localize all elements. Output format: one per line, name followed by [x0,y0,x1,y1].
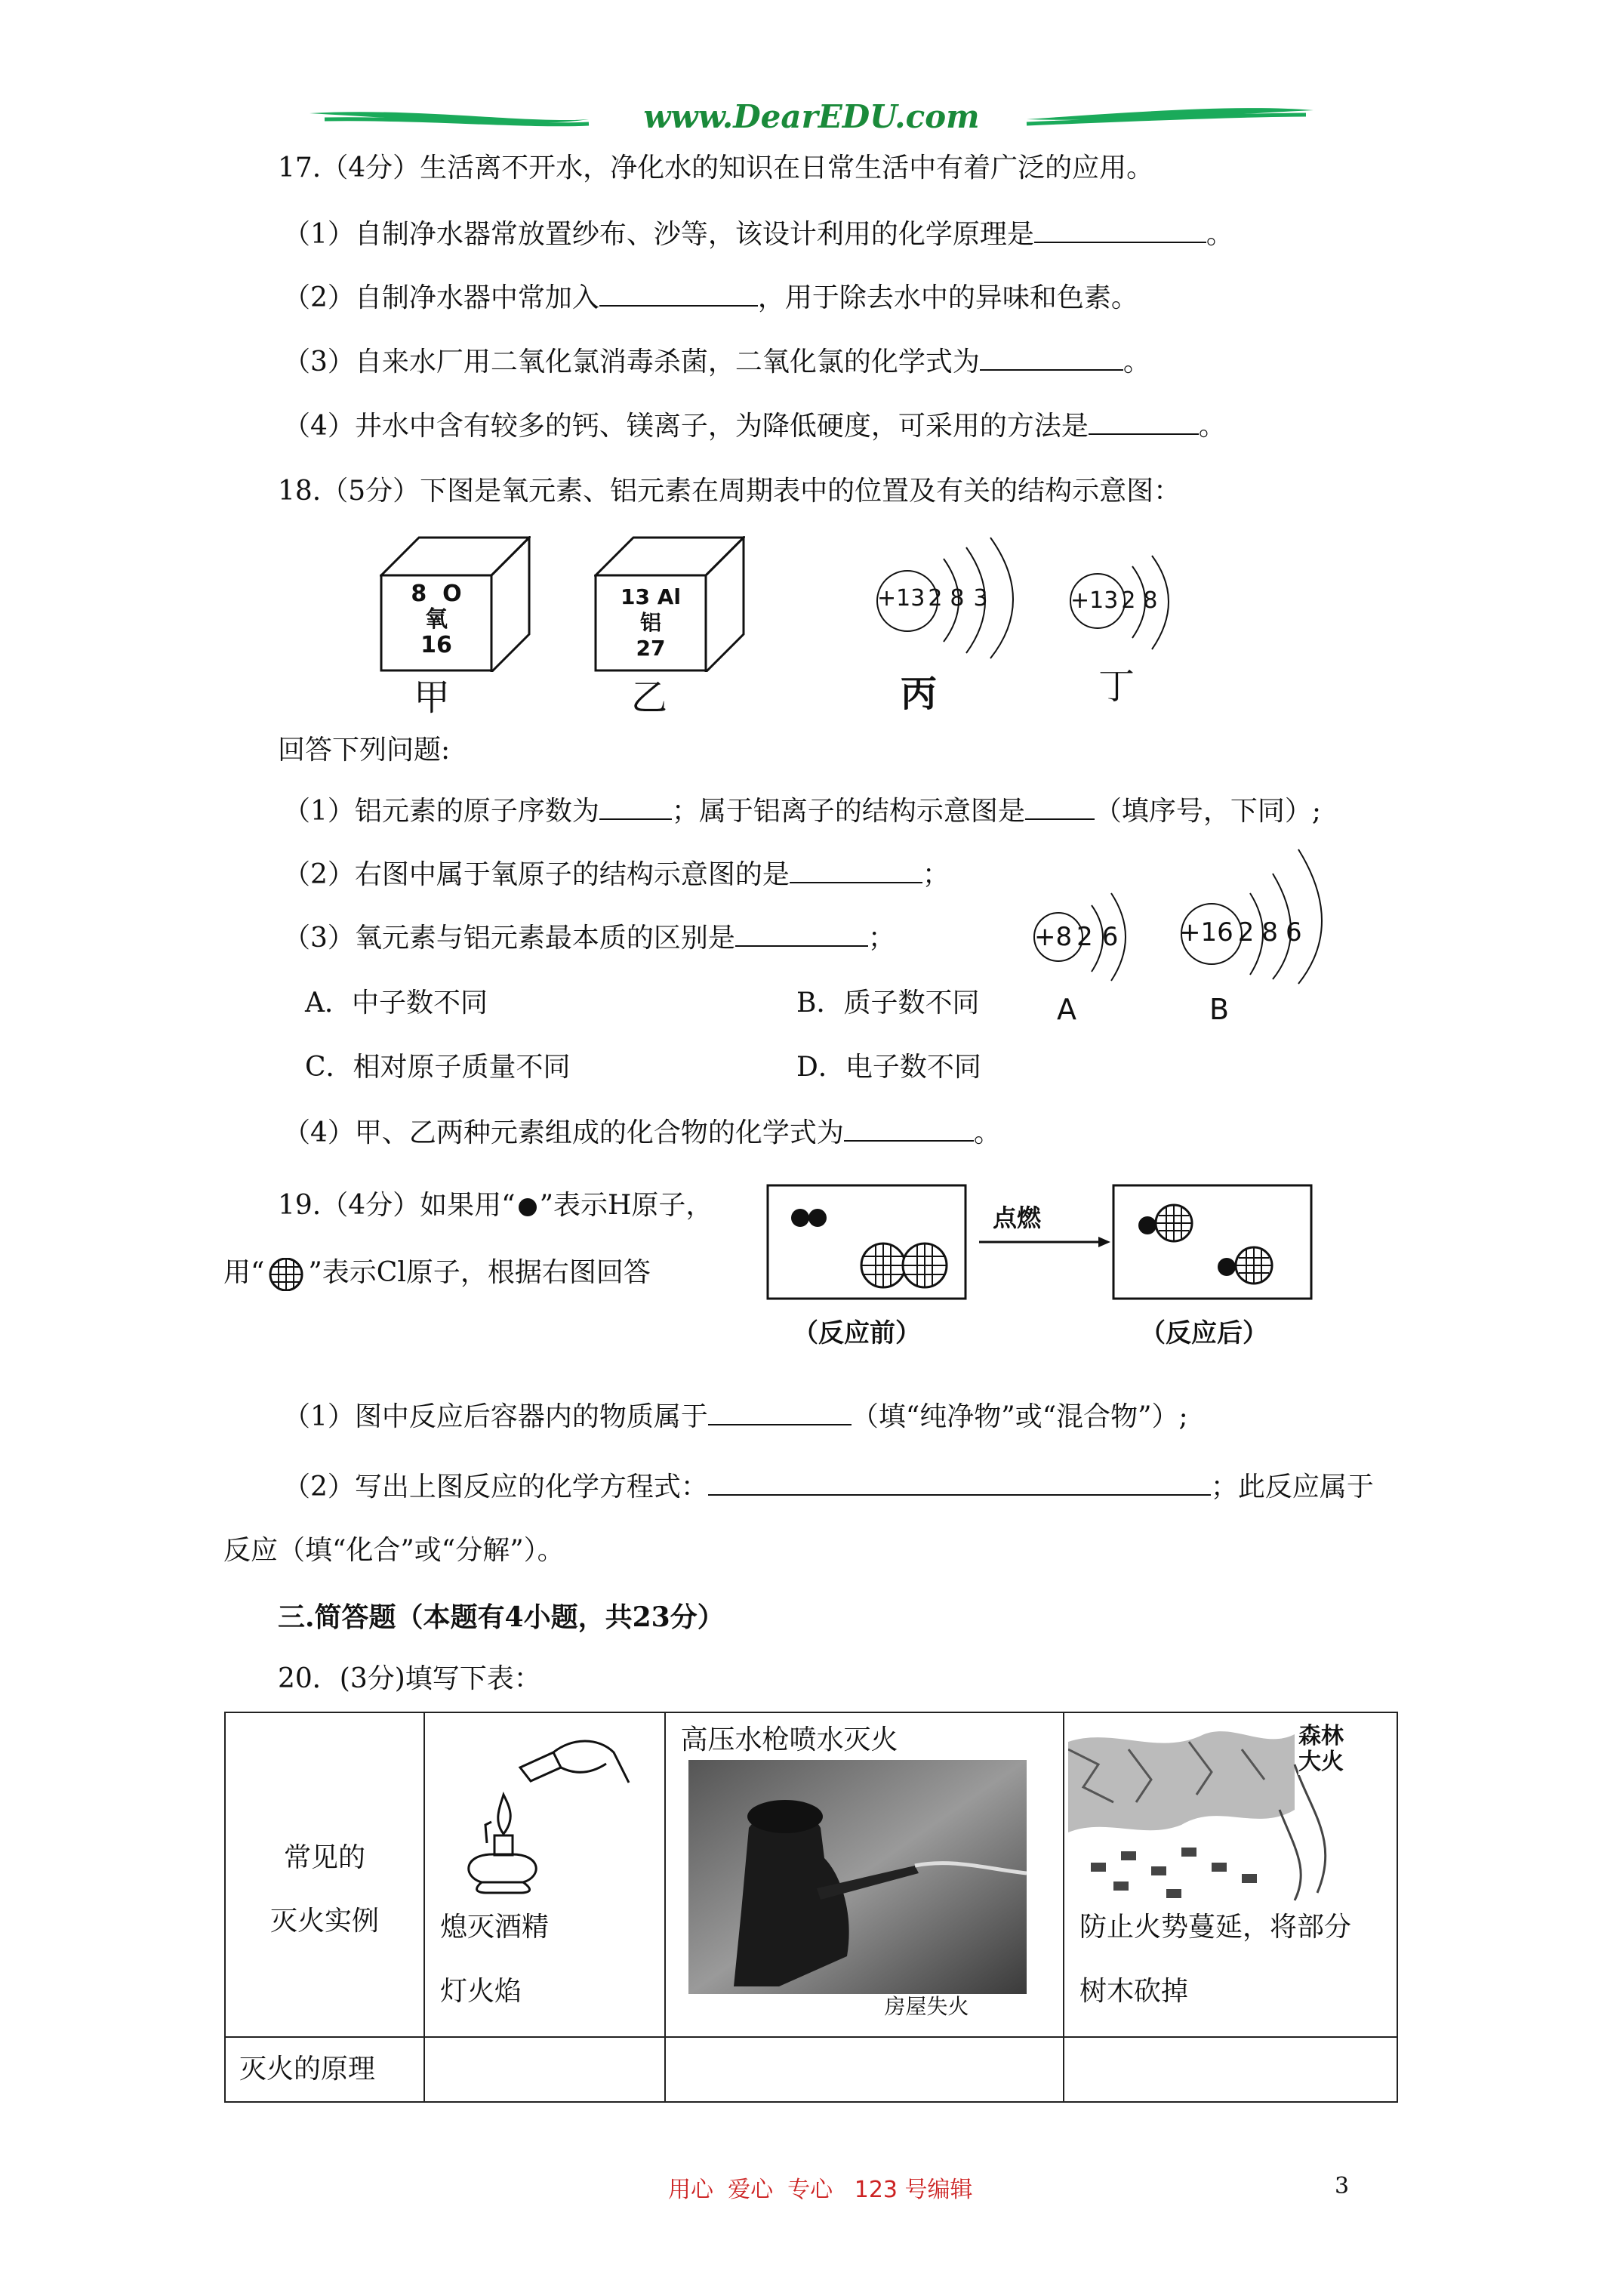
element-box-aluminum [594,536,745,672]
page-number: 3 [1335,2173,1350,2199]
structure-diagram-bing [868,529,1064,661]
q19-part2-text: （2）写出上图反应的化学方程式： [283,1472,708,1502]
q18-part4-end: 。 [973,1117,1001,1148]
q18-option-d[interactable]: D．电子数不同 [796,1052,981,1083]
a-nucleus: +8 [1034,922,1073,952]
a-shell-1: 2 [1076,922,1093,952]
cell-alcohol-lamp-line2: 灯火焰 [440,1976,522,2007]
aluminum-name: 铝 [639,610,661,635]
q17-part1-end: 。 [1206,219,1233,250]
q18-part1-text-c: （填序号，下同）; [1094,796,1322,827]
q17-stem: 17.（4分）生活离不开水，净化水的知识在日常生活中有着广泛的应用。 [278,153,1154,183]
q17-part2 [283,279,1138,316]
q18-blank3[interactable] [735,920,868,947]
q18-option-a[interactable]: A．中子数不同 [305,988,488,1019]
q17-part4-text: （4）井水中含有较多的钙、镁离子，为降低硬度，可采用的方法是 [283,411,1089,442]
q17-blank4[interactable] [1089,408,1199,435]
a-shell-2: 6 [1101,922,1119,952]
b-label: B [1209,993,1230,1026]
q18-option-b[interactable]: B．质子数不同 [796,988,980,1019]
q18-answer-intro: 回答下列问题: [278,735,451,766]
aluminum-number-symbol: 13 Al [621,584,681,609]
q17-part1-text: （1）自制净水器常放置纱布、沙等，该设计利用的化学原理是 [283,219,1034,250]
bing-shell-1: 2 [928,585,943,612]
reaction-diagram [766,1184,1340,1380]
q19-line1-text-b: ”表示H原子， [539,1190,713,1221]
q18-part3 [283,920,895,957]
h-atom-icon [519,1198,537,1216]
q20-stem: 20．(3分)填写下表： [278,1663,541,1694]
label-ding: 丁 [1098,665,1135,707]
structure-diagram-b [1170,842,1359,1026]
cell-forest-fire [1064,1712,1397,2037]
answer-cell-1[interactable] [424,2037,665,2102]
q17-blank2[interactable] [599,279,758,307]
q18-part3-end: ； [867,923,895,954]
row1-header [225,1712,424,2037]
ding-nucleus: +13 [1070,587,1119,614]
q18-blank1a[interactable] [599,793,672,820]
q19-part2-end: ；此反应属于 [1210,1472,1374,1502]
q18-part2-end: ； [922,859,950,890]
oxygen-name: 氧 [425,606,448,633]
oxygen-number-symbol: 8 O [411,581,462,607]
ding-shell-2: 8 [1143,587,1158,614]
q17-part3-text: （3）自来水厂用二氧化氯消毒杀菌，二氧化氯的化学式为 [283,347,980,378]
q19-blank2[interactable] [708,1469,1211,1496]
bing-shell-3: 3 [973,585,988,612]
q18-part4-text: （4）甲、乙两种元素组成的化合物的化学式为 [283,1117,844,1148]
q19-line2-text-a: 用“ [223,1257,265,1288]
element-box-oxygen [380,536,531,672]
site-name: www.DearEDU.com [643,98,980,135]
row2-header: 灭火的原理 [225,2037,424,2102]
fire-table [224,1712,1398,2103]
structure-diagram-a [1027,880,1155,1026]
q17-part1 [283,216,1233,253]
q18-blank4[interactable] [844,1114,974,1142]
firefighter-photo [688,1760,1027,1994]
q19-line1 [278,1188,713,1224]
q17-blank3[interactable] [980,344,1123,371]
q17-part3 [283,344,1150,381]
row1-header-line2: 灭火实例 [270,1906,380,1937]
cell-water-cannon [665,1712,1064,2037]
aluminum-mass: 27 [636,636,666,661]
cell-water-cannon-title: 高压水枪喷水灭火 [680,1724,898,1755]
b-shell-3: 6 [1286,917,1302,948]
cell-forest-fire-line2: 树木砍掉 [1079,1976,1189,2007]
bing-nucleus: +13 [877,585,925,612]
q17-part2-text: （2）自制净水器中常加入 [283,282,599,313]
alcohol-lamp-icon [440,1722,636,1896]
label-jia: 甲 [414,676,451,719]
section3-title: 三.简答题（本题有4小题，共23分） [278,1601,725,1633]
q18-part1-text-a: （1）铝元素的原子序数为 [283,796,599,827]
q19-blank1[interactable] [708,1398,852,1425]
q19-line2 [223,1255,651,1291]
header-banner [302,97,1321,142]
label-yi: 乙 [631,676,668,719]
cell-alcohol-lamp [424,1712,665,2037]
q17-part4 [283,408,1226,445]
q17-blank1[interactable] [1034,216,1206,243]
q18-blank1b[interactable] [1025,793,1095,820]
q19-part2-cont: 反应（填“化合”或“分解”）。 [223,1535,565,1566]
photo-caption: 房屋失火 [884,1994,969,2019]
answer-cell-3[interactable] [1064,2037,1397,2102]
forest-fire-stamp: 森林大火 [1298,1723,1344,1775]
b-shell-2: 8 [1261,917,1279,948]
q17-part2-end: ，用于除去水中的异味和色素。 [757,282,1138,313]
q19-part1 [283,1398,1188,1435]
cell-forest-fire-line1: 防止火势蔓延，将部分 [1079,1912,1352,1943]
q19-line2-text-b: ”表示Cl原子，根据右图回答 [308,1257,651,1288]
b-nucleus: +16 [1179,917,1233,948]
bing-shell-2: 8 [950,585,965,612]
after-label: （反应后） [1140,1318,1268,1348]
q18-part1 [283,793,1321,830]
label-bing: 丙 [901,673,938,715]
q17-part3-end: 。 [1123,347,1150,378]
q18-blank2[interactable] [790,856,922,883]
ding-shell-1: 2 [1121,587,1136,614]
oxygen-mass: 16 [420,632,452,658]
cell-alcohol-lamp-line1: 熄灭酒精 [440,1912,550,1943]
cl-atom-icon [264,1258,308,1291]
q17-part4-end: 。 [1198,411,1226,442]
q18-part4 [283,1114,1001,1151]
q18-part2-text: （2）右图中属于氧原子的结构示意图的是 [283,859,790,890]
arrow-label: 点燃 [993,1203,1042,1232]
q18-stem: 18.（5分）下图是氧元素、铝元素在周期表中的位置及有关的结构示意图： [278,476,1181,507]
footer-slogan: 用心 爱心 专心 123 号编辑 [668,2177,973,2203]
q18-option-c[interactable]: C．相对原子质量不同 [305,1052,571,1083]
structure-diagram-ding [1060,551,1211,657]
q19-part2 [283,1469,1374,1505]
reaction-boxes [766,1184,1340,1305]
a-label: A [1057,993,1076,1026]
q19-line1-text-a: 19.（4分）如果用“ [278,1190,516,1221]
q18-part2 [283,856,950,893]
cl2-molecule [861,1244,947,1287]
row1-header-line1: 常见的 [284,1842,366,1873]
q19-part1-text: （1）图中反应后容器内的物质属于 [283,1401,708,1432]
atom-shells [1170,842,1359,985]
answer-cell-2[interactable] [665,2037,1064,2102]
before-label: （反应前） [793,1318,921,1348]
q18-part1-text-b: ；属于铝离子的结构示意图是 [671,796,1025,827]
q19-part1-end: （填“纯净物”或“混合物”）; [851,1401,1188,1432]
q18-part3-text: （3）氧元素与铝元素最本质的区别是 [283,923,735,954]
b-shell-1: 2 [1237,917,1255,948]
